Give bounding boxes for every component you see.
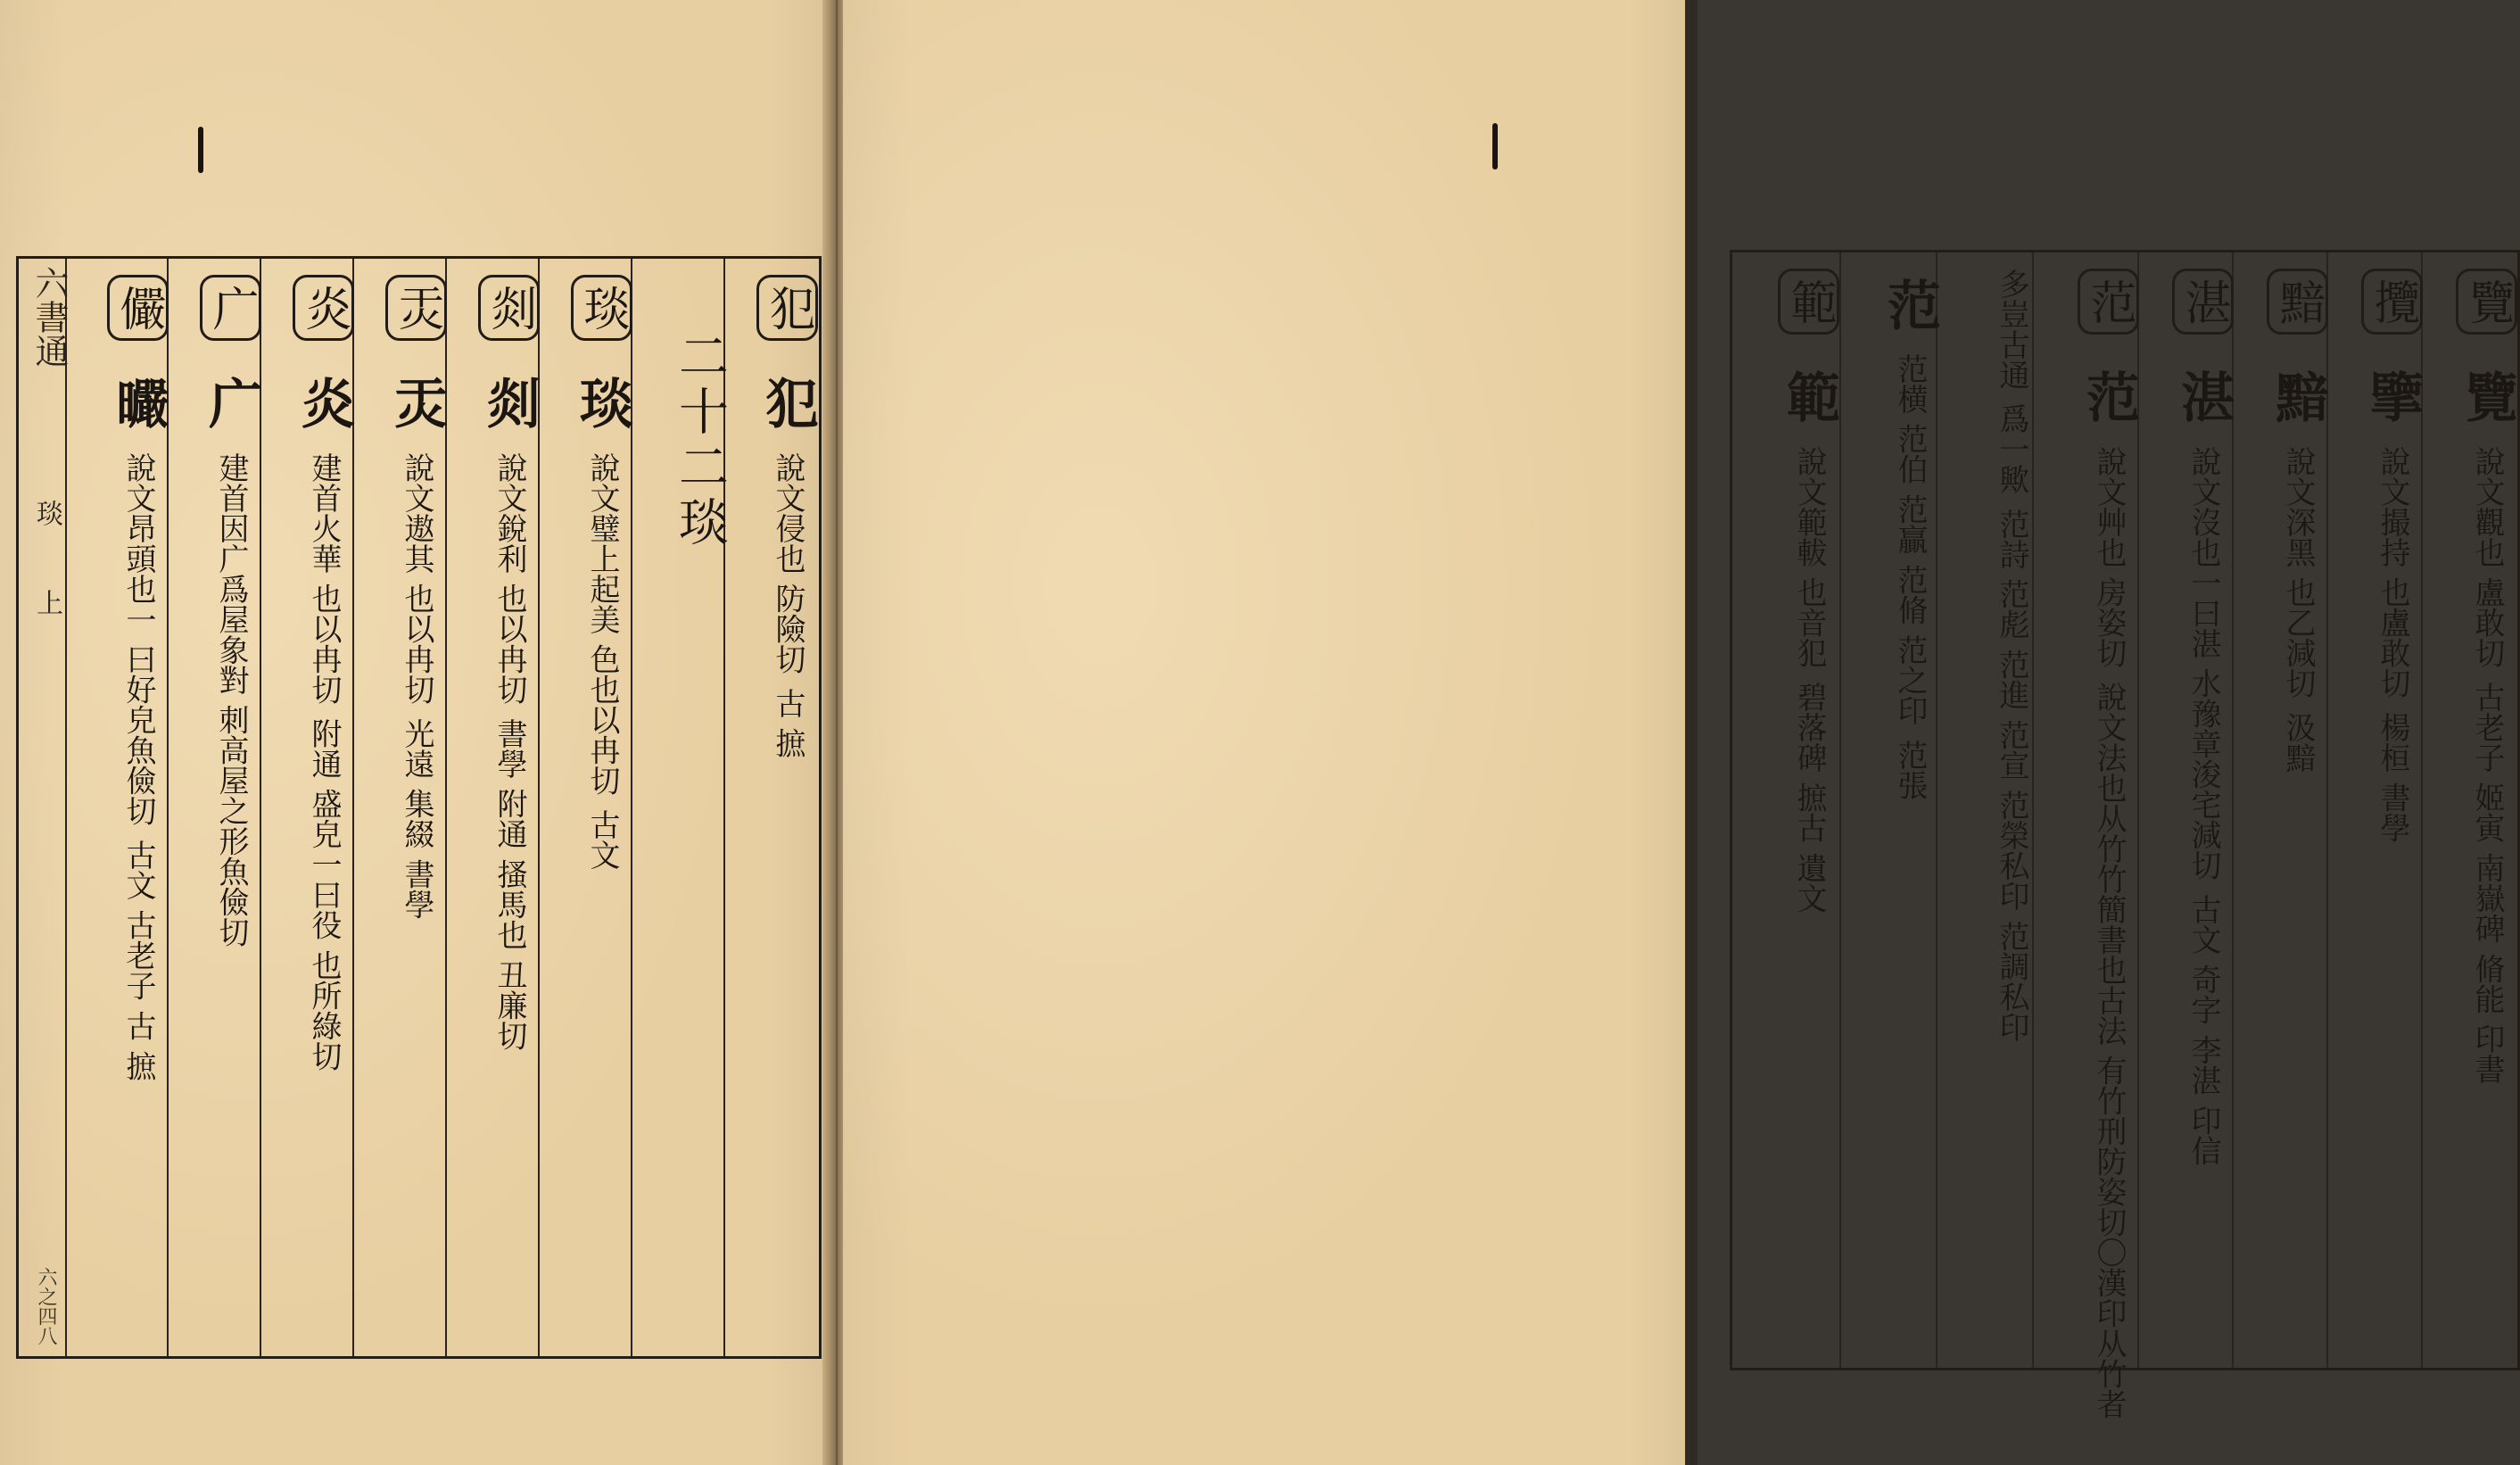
entry-extra: 楊桓 書學 [2375,711,2410,843]
entry-note: 說文範軷 也音犯 [1791,445,1827,668]
entry-note: 說文昂頭也一 曰好皃魚儉切 [120,451,156,826]
text-column [1839,252,1941,1368]
seal-char: 广 [200,376,262,430]
binding-thread-mark [198,127,203,173]
text-column [65,259,169,1356]
text-column [1732,252,1839,1368]
entry-head-char: 广 [200,275,261,341]
page-edge [1685,0,1698,1465]
text-column [723,259,818,1356]
seal-char: 范 [1879,277,1941,331]
entry-note: 說文觀也 盧敢切 [2469,445,2505,668]
seal-char: 犯 [756,376,819,430]
entry-extra: 說文法也从竹竹簡書也古法 有竹刑防姿切〇漢印从竹者 [2091,681,2127,1419]
seal-char: 炎 [293,376,355,430]
text-column [167,259,261,1356]
entry-head-char: 湛 [2172,269,2234,335]
entry-extra: 古文 [584,808,620,870]
seal-char: 黯 [2267,369,2329,424]
entry-head-char: 㶣 [385,275,447,341]
entry-extra: 古文 古老子 古 摭 [120,839,156,1081]
binding-thread-mark [1492,123,1498,170]
entry-note: 說文深黑 也乙減切 [2280,445,2316,699]
rhyme-heading-column [631,259,729,1356]
entry-note: 說文沒也一曰湛 水豫章浚宅減切 [2185,445,2221,881]
entry-note: 說文璧上起美 色也以冉切 [584,451,620,796]
left-text-frame [16,256,822,1359]
entry-head-char: 覽 [2456,269,2517,335]
seal-char: 琰 [571,376,633,430]
seal-char: 㶣 [385,376,448,430]
entry-head-char: 炎 [293,275,354,341]
entry-extra: 碧落碑 摭古 遺文 [1791,681,1827,914]
text-column [352,259,447,1356]
text-column [445,259,540,1356]
margin-volume-label: 上 [31,589,62,616]
entry-extra: 汲黯 [2280,711,2316,773]
entry-extra: 古文 奇字 李湛 印信 [2185,893,2221,1166]
entry-extra: 書學 附通 搔馬也 丑廉切 [492,717,527,1051]
entry-head-char: 儼 [107,275,169,341]
text-column [2137,252,2234,1368]
entry-note: 說文銳利 也以冉切 [492,451,527,705]
entry-head-char: 犯 [756,275,818,341]
entry-note: 范横 范伯 范贏 范脩 范之印 [1892,353,1928,726]
entry-extra: 附通 盛皃一曰役 也所綠切 [306,717,342,1072]
right-page [843,0,2518,1465]
margin-rhyme-label: 琰 [31,500,62,526]
text-column [260,259,354,1356]
entry-note: 多豈古通 [1994,269,2029,390]
entry-note: 建首因广爲屋象對 刺高屋之形魚儉切 [213,451,249,948]
right-text-frame [1730,250,2520,1419]
seal-char: 湛 [2172,369,2235,424]
text-column [2232,252,2328,1368]
entry-extra: 古 摭 [770,687,806,758]
text-column [2421,252,2517,1368]
entry-note: 說文遨其 也以冉切 [399,451,434,705]
entry-extra: 古老子 姬寅 南嶽碑 脩能 印書 [2469,681,2505,1084]
margin-book-title: 六書通 [29,266,69,368]
seal-char: 曮 [107,376,169,430]
entry-head-char: 黯 [2267,269,2328,335]
entry-extra: 爲一歟 [1994,403,2029,495]
text-column [1936,252,2034,1368]
entry-note: 說文侵也 防險切 [770,451,806,675]
text-column [2032,252,2140,1419]
entry-head-char: 剡 [478,275,540,341]
entry-extra: 范詩 范彪 范進 范宣 范榮私印 范調私印 [1994,508,2029,1042]
entry-extra: 光遠 集綴 書學 [399,717,434,920]
entry-note: 說文撮持 也盧敢切 [2375,445,2410,699]
entry-head-char: 範 [1778,269,1839,335]
entry-note: 說文艸也 房姿切 [2091,445,2127,668]
rhyme-heading: 二十二琰 [671,330,729,551]
seal-char: 剡 [478,376,541,430]
entry-head-char: 琰 [571,275,632,341]
seal-char: 範 [1778,369,1840,424]
folio-number: 六之四八 [35,1267,57,1345]
left-page [0,0,834,1465]
text-column [2326,252,2423,1368]
text-column [538,259,632,1356]
seal-char: 擥 [2361,369,2424,424]
seal-char: 范 [2078,369,2140,424]
entry-head-char: 攬 [2361,269,2423,335]
entry-note: 建首火華 也以冉切 [306,451,342,705]
seal-char: 覽 [2456,369,2518,424]
entry-head-char: 范 [2078,269,2139,335]
entry-extra: 范張 [1892,739,1928,800]
